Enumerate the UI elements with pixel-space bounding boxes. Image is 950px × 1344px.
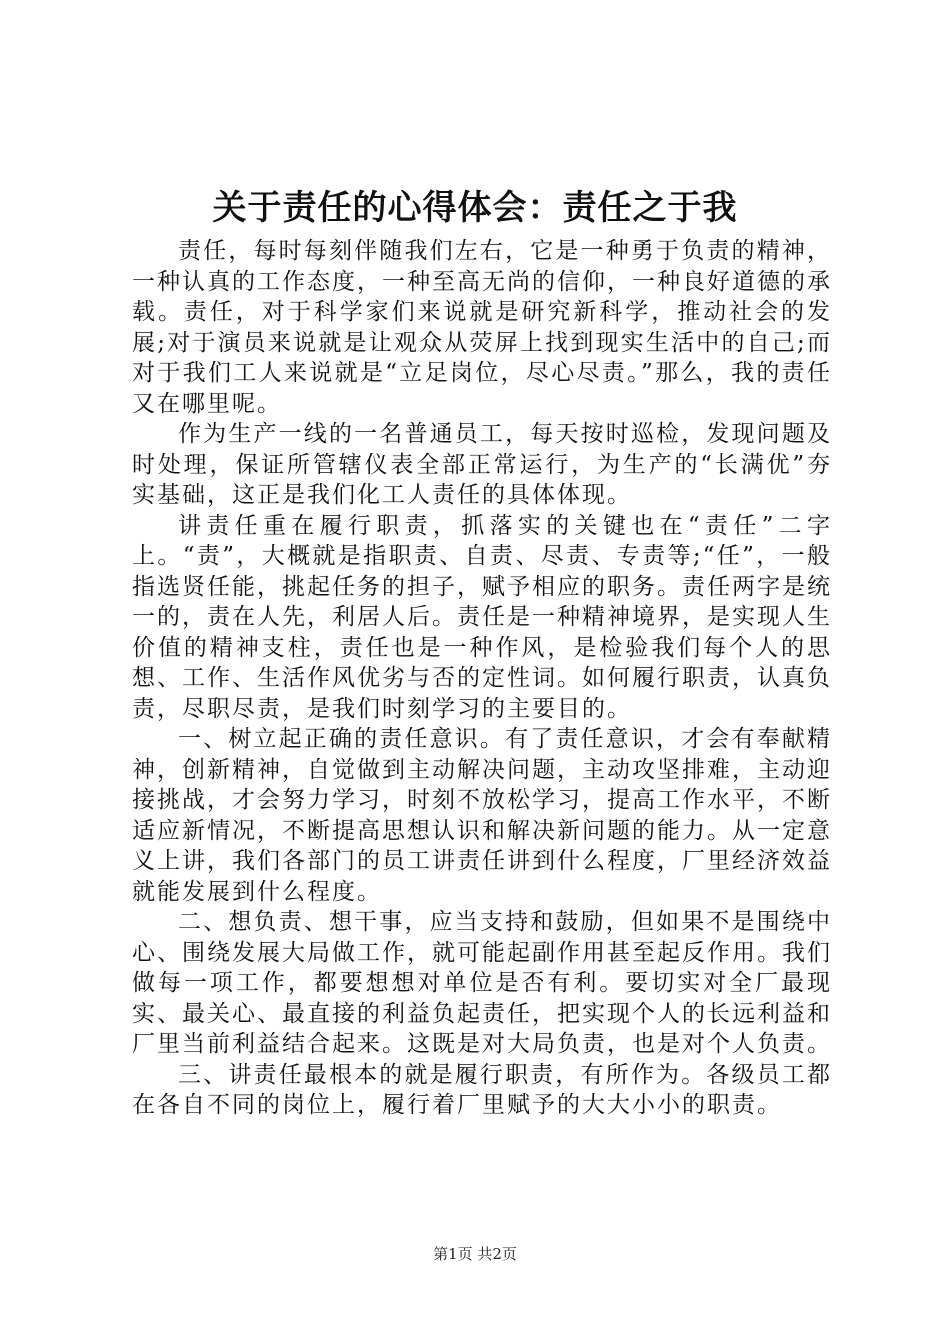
document-title: 关于责任的心得体会：责任之于我 — [212, 188, 738, 228]
paragraph-4: 一、树立起正确的责任意识。有了责任意识，才会有奉献精神，创新精神，自觉做到主动解决问题，主动攻坚排难，主动迎接挑战，才会努力学习，时刻不放松学习，提高工作水平，不断适应新情况，不断提高思想认识和解决新问题的能力。从一定意义上讲，我们各部门的员工讲责任讲到什么程度，厂里经济效益就能发展到什么程度。 — [132, 726, 832, 905]
paragraph-3: 讲责任重在履行职责，抓落实的关键也在“责任”二字上。“责”，大概就是指职责、自责、尽责、专责等;“任”，一般指选贤任能，挑起任务的担子，赋予相应的职务。责任两字是统一的，责在人先，利居人后。责任是一种精神境界，是实现人生价值的精神支柱，责任也是一种作风，是检验我们每个人的思想、工作、生活作风优劣与否的定性词。如何履行职责，认真负责，尽职尽责，是我们时刻学习的主要目的。 — [132, 512, 832, 722]
paragraph-5: 二、想负责、想干事，应当支持和鼓励，但如果不是围绕中心、围绕发展大局做工作，就可能起副作用甚至起反作用。我们做每一项工作，都要想想对单位是否有利。要切实对全厂最现实、最关心、最直接的利益负起责任，把实现个人的长远利益和厂里当前利益结合起来。这既是对大局负责，也是对个人负责。 — [132, 909, 832, 1057]
paragraph-6: 三、讲责任最根本的就是履行职责，有所作为。各级员工都在各自不同的岗位上，履行着厂里赋予的大大小小的职责。 — [132, 1061, 832, 1118]
paragraph-1: 责任，每时每刻伴随我们左右，它是一种勇于负责的精神，一种认真的工作态度，一种至高无尚的信仰，一种良好道德的承载。责任，对于科学家们来说就是研究新科学，推动社会的发展;对于演员来说就是让观众从荧屏上找到现实生活中的自己;而对于我们工人来说就是“立足岗位，尽心尽责。”那么，我的责任又在哪里呢。 — [132, 238, 832, 417]
document-body — [132, 236, 832, 1121]
page-footer: 第1页 共2页 — [433, 1245, 517, 1263]
paragraph-2: 作为生产一线的一名普通员工，每天按时巡检，发现问题及时处理，保证所管辖仪表全部正常运行，为生产的“长满优”夯实基础，这正是我们化工人责任的具体体现。 — [132, 421, 832, 508]
